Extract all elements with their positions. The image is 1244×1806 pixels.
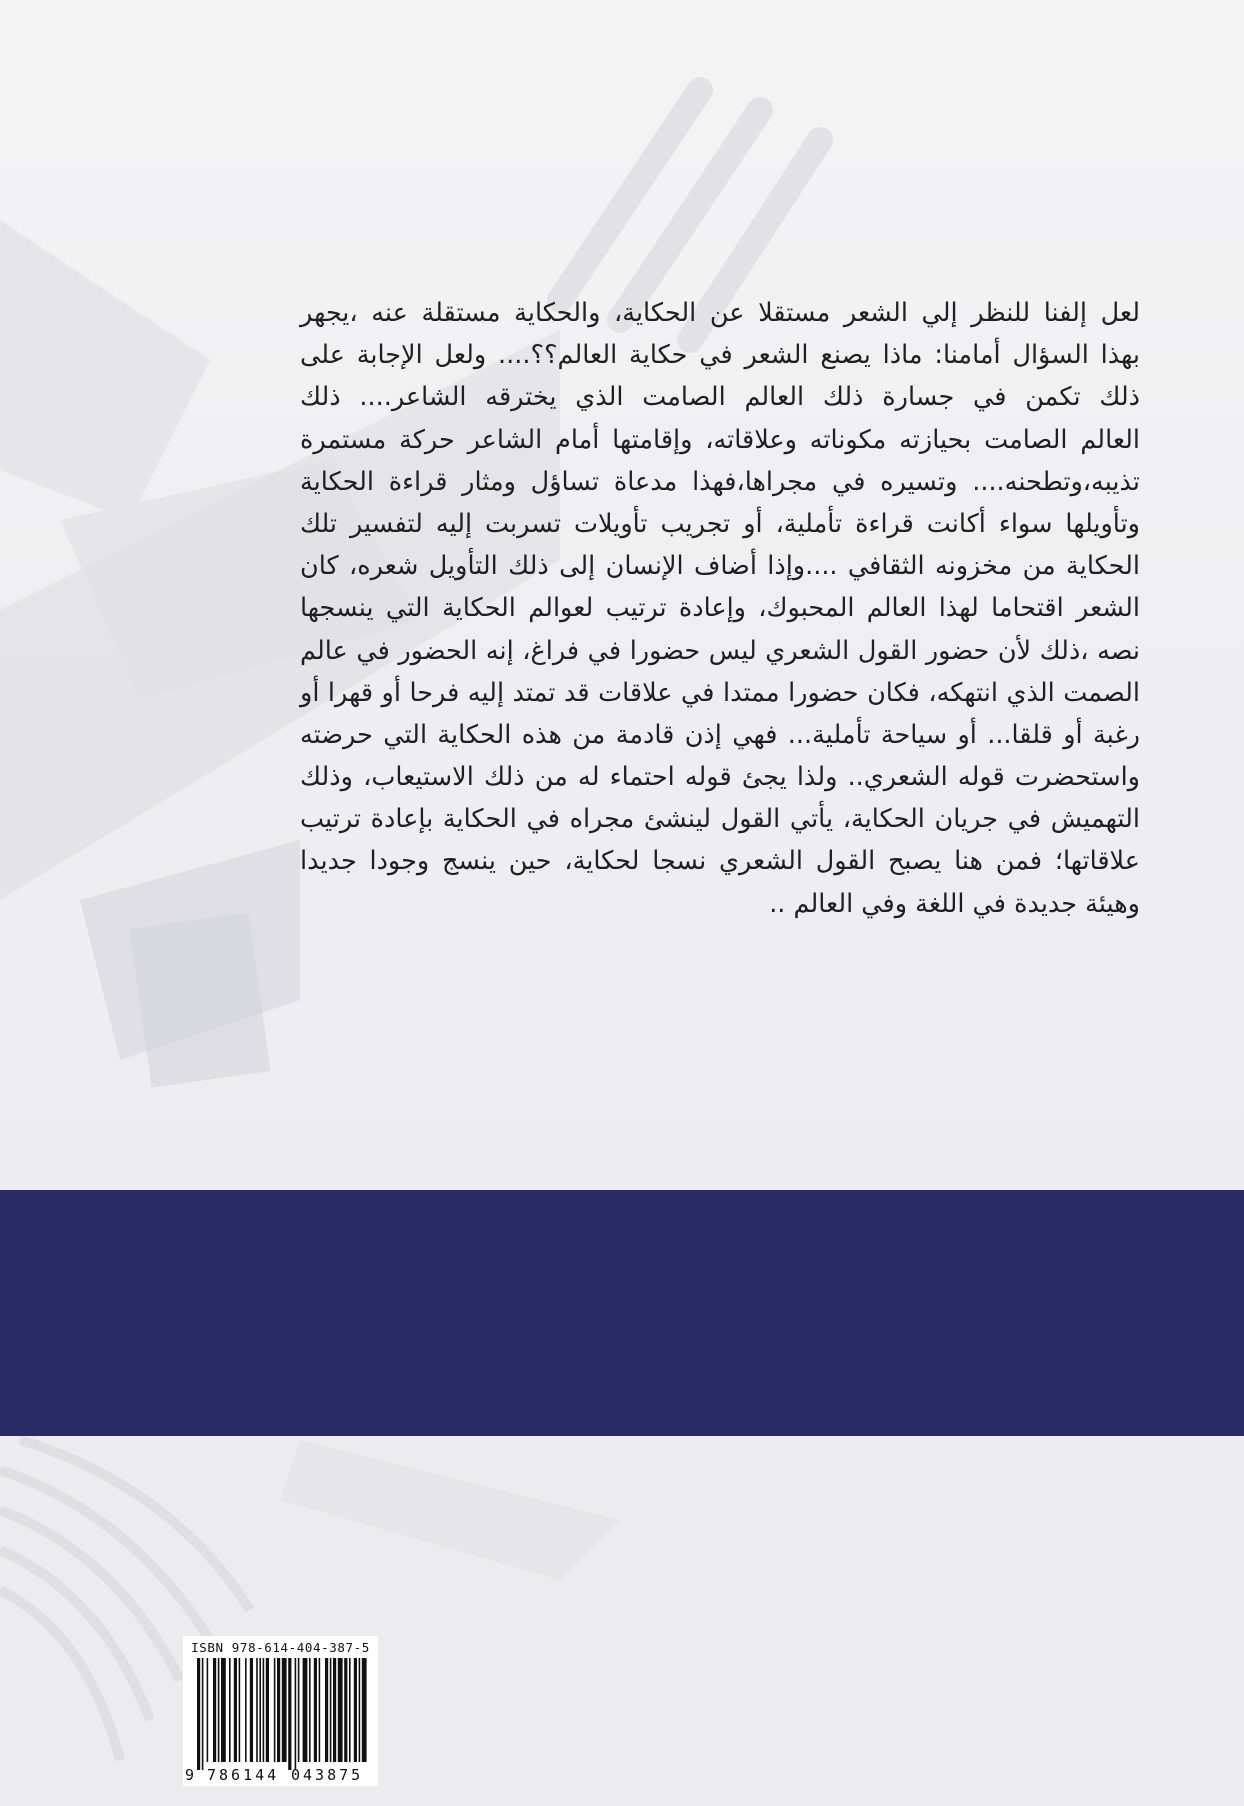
barcode-bar [197, 1658, 200, 1770]
isbn-barcode [183, 1636, 378, 1786]
barcode-bar [288, 1658, 291, 1770]
barcode-bar [274, 1658, 276, 1762]
barcode-bar [259, 1658, 261, 1762]
barcode-digits-right: 043875 [291, 1766, 364, 1784]
barcode-bar [263, 1658, 265, 1762]
blurb-line: وهيئة جديدة في اللغة وفي العالم .. [769, 888, 1140, 919]
barcode-bar [362, 1658, 367, 1762]
barcode-bar [338, 1658, 343, 1762]
blurb-line: العالم الصامت بحيازته مكوناته وعلاقاته، وإقامتها أمام الشاعر حركة مستمرة [300, 424, 1140, 455]
barcode-bar [359, 1658, 361, 1762]
decorative-color-band [0, 1190, 1244, 1436]
barcode-bar [207, 1658, 209, 1762]
barcode-bar [277, 1658, 280, 1762]
barcode-bar [202, 1658, 204, 1770]
blurb-line: علاقاتها؛ فمن هنا يصبح القول الشعري نسجا لحكاية، حين ينسج وجودا جديدا [300, 846, 1140, 877]
blurb-line: التهميش في جريان الحكاية، يأتي القول لينشئ مجراه في الحكاية بإعادة ترتيب [300, 804, 1140, 835]
barcode-bar [330, 1658, 332, 1762]
barcode-digits-left: 786144 [207, 1766, 280, 1784]
barcode-bar [298, 1658, 300, 1762]
blurb-line: واستحضرت قوله الشعري.. ولذا يجئ قوله احتماء له من ذلك الاستيعاب، وذلك [300, 762, 1140, 793]
barcode-bar [213, 1658, 216, 1762]
barcode-bar [239, 1658, 241, 1762]
barcode-bar [266, 1658, 269, 1762]
blurb-line: بهذا السؤال أمامنا: ماذا يصنع الشعر في حكاية العالم؟؟.... ولعل الإجابة على [300, 340, 1140, 371]
blurb-line: وتأويلها سواء أكانت قراءة تأملية، أو تجريب تأويلات تسربت إليه لتفسير تلك [300, 508, 1140, 539]
barcode-bar [333, 1658, 336, 1762]
barcode-bar [221, 1658, 226, 1762]
barcode-digit-first: 9 [185, 1766, 195, 1784]
blurb-line: الصمت الذي انتهكه، فكان حضورا ممتدا في علاقات قد تمتد إليه فرحا أو قهرا أو [300, 677, 1140, 708]
barcode-bar [282, 1658, 287, 1762]
blurb-line: ذلك تكمن في جسارة ذلك العالم الصامت الذي يخترقه الشاعر.... ذلك [300, 382, 1140, 413]
barcode-bar [250, 1658, 253, 1762]
blurb-line: الشعر اقتحاما لهذا العالم المحبوك، وإعادة ترتيب لعوالم الحكاية التي ينسجها [300, 593, 1140, 624]
barcode-bar [229, 1658, 231, 1762]
blurb-line: رغبة أو قلقا... أو سياحة تأملية... فهي إذن قادمة من هذه الحكاية التي حرضته [300, 719, 1140, 750]
barcode-bar [349, 1658, 351, 1762]
barcode-bar [218, 1658, 220, 1762]
barcode-bar [325, 1658, 328, 1762]
barcode-bar [309, 1658, 311, 1762]
barcode-bar [354, 1658, 357, 1762]
barcode-bar [344, 1658, 347, 1762]
barcode-bar [245, 1658, 247, 1762]
isbn-label: ISBN 978-614-404-387-5 [191, 1640, 370, 1655]
barcode-bar [295, 1658, 297, 1770]
barcode-bar [314, 1658, 317, 1762]
barcode-bar [234, 1658, 237, 1762]
barcode-bar [319, 1658, 321, 1762]
blurb-line: نصه ،ذلك لأن حضور القول الشعري ليس حضورا في فراغ، إنه الحضور في عالم [300, 635, 1140, 666]
blurb-line: تذيبه،وتطحنه.... وتسيره في مجراها،فهذا مدعاة تساؤل ومثار قراءة الحكاية [300, 466, 1140, 497]
blurb-line: الحكاية من مخزونه الثقافي ....وإذا أضاف الإنسان إلى ذلك التأويل شعره، كان [300, 551, 1140, 582]
barcode-bars [189, 1658, 372, 1770]
barcode-bar [303, 1658, 308, 1762]
back-cover-blurb [300, 292, 1140, 925]
blurb-line: لعل إلفنا للنظر إلي الشعر مستقلا عن الحكاية، والحكاية مستقلة عنه ،يجهر [300, 298, 1140, 328]
barcode-bar [256, 1658, 258, 1762]
